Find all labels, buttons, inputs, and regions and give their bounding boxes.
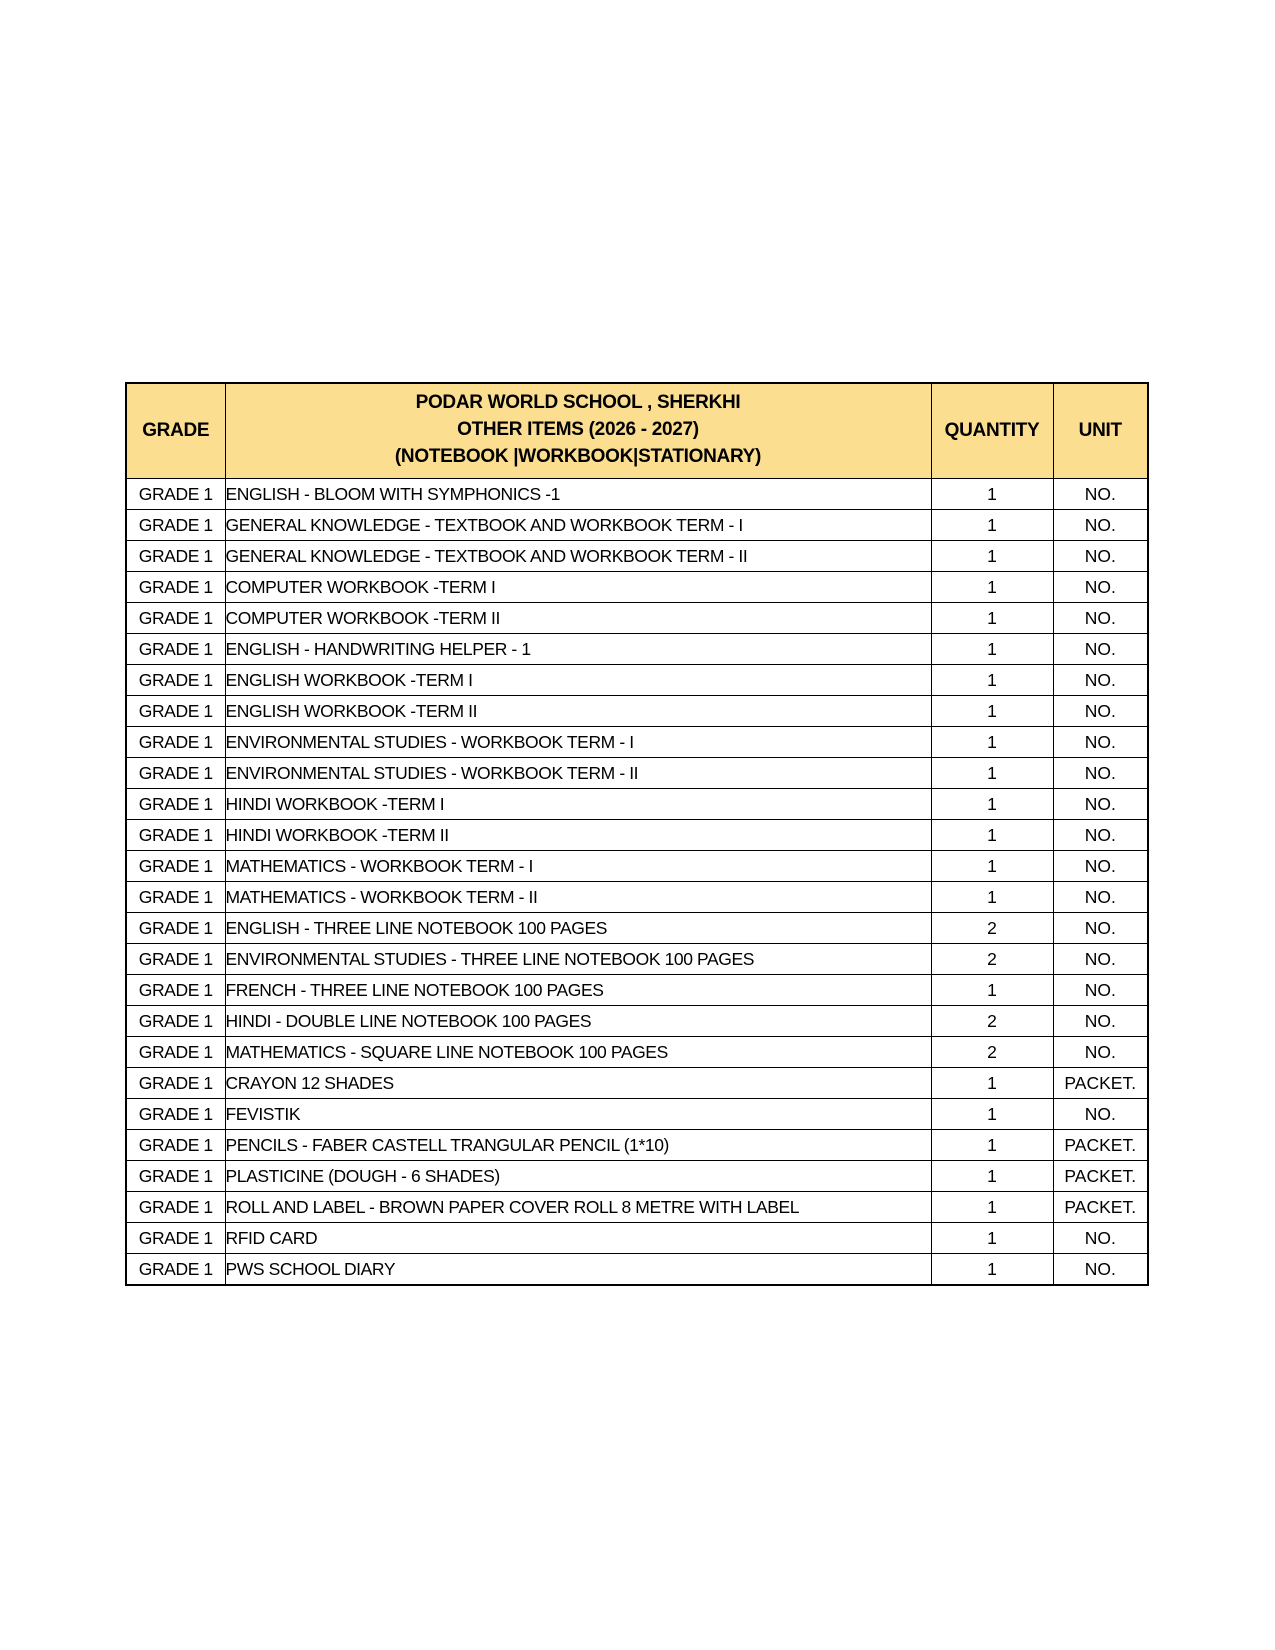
- item-cell: ENVIRONMENTAL STUDIES - THREE LINE NOTEBOOK 100 PAGES: [225, 943, 931, 974]
- item-cell: FRENCH - THREE LINE NOTEBOOK 100 PAGES: [225, 974, 931, 1005]
- grade-cell: GRADE 1: [126, 974, 225, 1005]
- quantity-cell: 1: [931, 1098, 1053, 1129]
- quantity-cell: 1: [931, 1129, 1053, 1160]
- table-row: [126, 1129, 1148, 1160]
- item-cell: HINDI - DOUBLE LINE NOTEBOOK 100 PAGES: [225, 1005, 931, 1036]
- grade-cell: GRADE 1: [126, 602, 225, 633]
- item-cell: MATHEMATICS - WORKBOOK TERM - II: [225, 881, 931, 912]
- list-title: OTHER ITEMS (2026 - 2027): [457, 418, 699, 440]
- unit-cell: NO.: [1053, 478, 1148, 509]
- table-row: [126, 819, 1148, 850]
- quantity-cell: 1: [931, 602, 1053, 633]
- table-row: [126, 1005, 1148, 1036]
- grade-cell: GRADE 1: [126, 881, 225, 912]
- unit-header-label: UNIT: [1078, 419, 1122, 441]
- item-cell: ROLL AND LABEL - BROWN PAPER COVER ROLL 8 METRE WITH LABEL: [225, 1191, 931, 1222]
- table-row: [126, 602, 1148, 633]
- grade-header-label: GRADE: [142, 419, 210, 441]
- quantity-cell: 1: [931, 1067, 1053, 1098]
- list-subtitle: (NOTEBOOK |WORKBOOK|STATIONARY): [394, 445, 762, 467]
- item-cell: CRAYON 12 SHADES: [225, 1067, 931, 1098]
- table-row: [126, 850, 1148, 881]
- table-row: [126, 695, 1148, 726]
- unit-cell: NO.: [1053, 819, 1148, 850]
- item-cell: ENGLISH WORKBOOK -TERM I: [225, 664, 931, 695]
- grade-cell: GRADE 1: [126, 819, 225, 850]
- unit-cell: PACKET.: [1053, 1160, 1148, 1191]
- quantity-cell: 1: [931, 478, 1053, 509]
- quantity-cell: 1: [931, 509, 1053, 540]
- table-row: [126, 540, 1148, 571]
- table-row: [126, 1160, 1148, 1191]
- unit-cell: NO.: [1053, 695, 1148, 726]
- table-row: [126, 788, 1148, 819]
- table-row: [126, 1253, 1148, 1285]
- unit-cell: NO.: [1053, 943, 1148, 974]
- item-cell: PWS SCHOOL DIARY: [225, 1253, 931, 1285]
- item-cell: COMPUTER WORKBOOK -TERM II: [225, 602, 931, 633]
- quantity-cell: 1: [931, 757, 1053, 788]
- quantity-cell: 1: [931, 819, 1053, 850]
- quantity-cell: 2: [931, 1036, 1053, 1067]
- table-row: [126, 1036, 1148, 1067]
- grade-cell: GRADE 1: [126, 478, 225, 509]
- item-cell: PLASTICINE (DOUGH - 6 SHADES): [225, 1160, 931, 1191]
- grade-cell: GRADE 1: [126, 757, 225, 788]
- items-column-header: [225, 383, 931, 478]
- unit-cell: PACKET.: [1053, 1191, 1148, 1222]
- table-row: [126, 478, 1148, 509]
- unit-cell: NO.: [1053, 602, 1148, 633]
- quantity-cell: 1: [931, 571, 1053, 602]
- grade-cell: GRADE 1: [126, 1067, 225, 1098]
- quantity-cell: 2: [931, 912, 1053, 943]
- unit-cell: NO.: [1053, 881, 1148, 912]
- item-cell: ENGLISH WORKBOOK -TERM II: [225, 695, 931, 726]
- unit-cell: NO.: [1053, 1253, 1148, 1285]
- unit-cell: NO.: [1053, 850, 1148, 881]
- quantity-cell: 1: [931, 633, 1053, 664]
- item-cell: FEVISTIK: [225, 1098, 931, 1129]
- header-row: [126, 383, 1148, 478]
- grade-cell: GRADE 1: [126, 726, 225, 757]
- unit-cell: NO.: [1053, 1222, 1148, 1253]
- item-cell: COMPUTER WORKBOOK -TERM I: [225, 571, 931, 602]
- unit-cell: NO.: [1053, 757, 1148, 788]
- quantity-cell: 1: [931, 726, 1053, 757]
- quantity-cell: 1: [931, 1160, 1053, 1191]
- table-row: [126, 974, 1148, 1005]
- item-cell: ENGLISH - BLOOM WITH SYMPHONICS -1: [225, 478, 931, 509]
- quantity-cell: 1: [931, 850, 1053, 881]
- unit-cell: NO.: [1053, 1098, 1148, 1129]
- quantity-cell: 1: [931, 695, 1053, 726]
- quantity-cell: 1: [931, 664, 1053, 695]
- table-title-block: [226, 388, 931, 474]
- table-body: [126, 478, 1148, 1285]
- quantity-cell: 1: [931, 540, 1053, 571]
- grade-cell: GRADE 1: [126, 540, 225, 571]
- quantity-cell: 1: [931, 881, 1053, 912]
- grade-cell: GRADE 1: [126, 1160, 225, 1191]
- unit-cell: PACKET.: [1053, 1067, 1148, 1098]
- grade-cell: GRADE 1: [126, 1098, 225, 1129]
- grade-cell: GRADE 1: [126, 943, 225, 974]
- table-header: [126, 383, 1148, 478]
- table-row: [126, 726, 1148, 757]
- quantity-cell: 1: [931, 974, 1053, 1005]
- unit-cell: NO.: [1053, 540, 1148, 571]
- grade-cell: GRADE 1: [126, 664, 225, 695]
- item-cell: HINDI WORKBOOK -TERM I: [225, 788, 931, 819]
- table-row: [126, 1067, 1148, 1098]
- unit-column-header: [1053, 383, 1148, 478]
- item-cell: GENERAL KNOWLEDGE - TEXTBOOK AND WORKBOOK TERM - I: [225, 509, 931, 540]
- grade-cell: GRADE 1: [126, 1036, 225, 1067]
- quantity-cell: 2: [931, 943, 1053, 974]
- table-row: [126, 1222, 1148, 1253]
- item-cell: ENVIRONMENTAL STUDIES - WORKBOOK TERM - II: [225, 757, 931, 788]
- grade-cell: GRADE 1: [126, 1005, 225, 1036]
- grade-cell: GRADE 1: [126, 509, 225, 540]
- table-row: [126, 664, 1148, 695]
- unit-cell: NO.: [1053, 664, 1148, 695]
- table-row: [126, 757, 1148, 788]
- quantity-cell: 1: [931, 1191, 1053, 1222]
- grade-cell: GRADE 1: [126, 695, 225, 726]
- item-cell: GENERAL KNOWLEDGE - TEXTBOOK AND WORKBOOK TERM - II: [225, 540, 931, 571]
- quantity-cell: 1: [931, 1253, 1053, 1285]
- table-row: [126, 943, 1148, 974]
- grade-cell: GRADE 1: [126, 633, 225, 664]
- grade-cell: GRADE 1: [126, 912, 225, 943]
- grade-cell: GRADE 1: [126, 1222, 225, 1253]
- table-row: [126, 571, 1148, 602]
- table-row: [126, 1191, 1148, 1222]
- school-title: PODAR WORLD SCHOOL , SHERKHI: [415, 391, 741, 413]
- unit-cell: NO.: [1053, 912, 1148, 943]
- item-cell: ENVIRONMENTAL STUDIES - WORKBOOK TERM - I: [225, 726, 931, 757]
- item-cell: ENGLISH - HANDWRITING HELPER - 1: [225, 633, 931, 664]
- table-row: [126, 912, 1148, 943]
- item-cell: RFID CARD: [225, 1222, 931, 1253]
- unit-cell: NO.: [1053, 571, 1148, 602]
- quantity-cell: 1: [931, 788, 1053, 819]
- item-cell: HINDI WORKBOOK -TERM II: [225, 819, 931, 850]
- table-row: [126, 881, 1148, 912]
- grade-cell: GRADE 1: [126, 850, 225, 881]
- item-cell: PENCILS - FABER CASTELL TRANGULAR PENCIL (1*10): [225, 1129, 931, 1160]
- quantity-header-label: QUANTITY: [944, 419, 1040, 441]
- unit-cell: NO.: [1053, 1005, 1148, 1036]
- quantity-cell: 2: [931, 1005, 1053, 1036]
- unit-cell: PACKET.: [1053, 1129, 1148, 1160]
- item-cell: ENGLISH - THREE LINE NOTEBOOK 100 PAGES: [225, 912, 931, 943]
- unit-cell: NO.: [1053, 633, 1148, 664]
- grade-cell: GRADE 1: [126, 788, 225, 819]
- unit-cell: NO.: [1053, 788, 1148, 819]
- unit-cell: NO.: [1053, 974, 1148, 1005]
- unit-cell: NO.: [1053, 509, 1148, 540]
- grade-column-header: [126, 383, 225, 478]
- unit-cell: NO.: [1053, 1036, 1148, 1067]
- unit-cell: NO.: [1053, 726, 1148, 757]
- table-row: [126, 1098, 1148, 1129]
- grade-cell: GRADE 1: [126, 1253, 225, 1285]
- quantity-column-header: [931, 383, 1053, 478]
- grade-cell: GRADE 1: [126, 1191, 225, 1222]
- table-row: [126, 509, 1148, 540]
- grade-cell: GRADE 1: [126, 1129, 225, 1160]
- supply-list-table: [125, 382, 1149, 1286]
- table-row: [126, 633, 1148, 664]
- item-cell: MATHEMATICS - SQUARE LINE NOTEBOOK 100 PAGES: [225, 1036, 931, 1067]
- item-cell: MATHEMATICS - WORKBOOK TERM - I: [225, 850, 931, 881]
- grade-cell: GRADE 1: [126, 571, 225, 602]
- quantity-cell: 1: [931, 1222, 1053, 1253]
